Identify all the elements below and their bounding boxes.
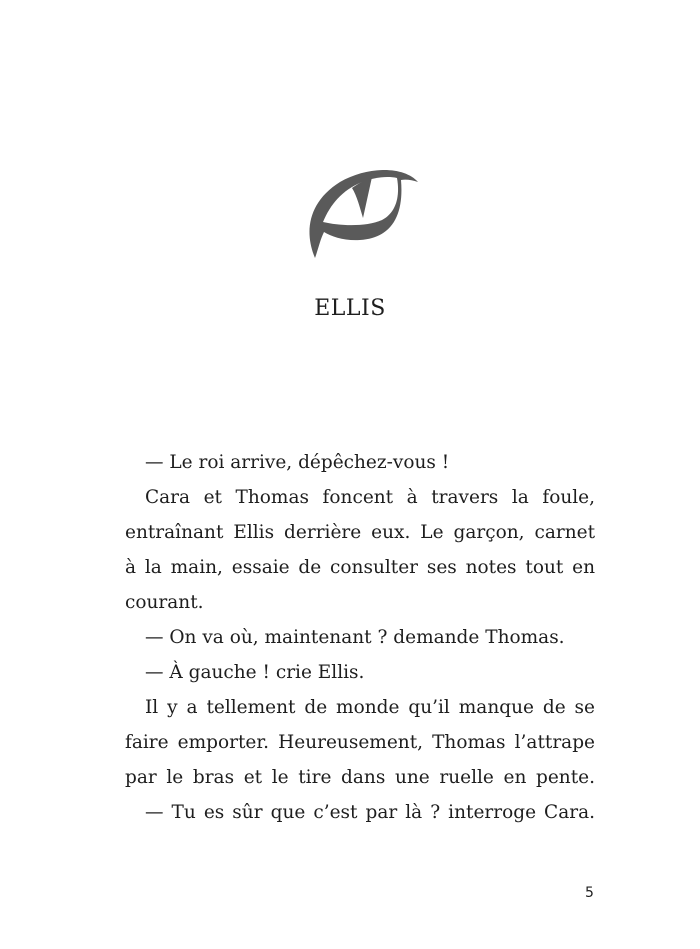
text-line: — On va où, maintenant ? demande Thomas. (145, 627, 565, 648)
text-line: — Tu es sûr que c’est par là ? interroge Cara. (145, 802, 595, 823)
text-line: à la main, essaie de consulter ses notes tout en (125, 557, 595, 578)
text-line: courant. (125, 592, 204, 613)
cat-eye-icon (300, 160, 430, 270)
chapter-body (125, 448, 595, 833)
text-line: entraînant Ellis derrière eux. Le garçon, carnet (125, 522, 595, 543)
text-line: Il y a tellement de monde qu’il manque de se (145, 697, 595, 718)
text-line: faire emporter. Heureusement, Thomas l’attrape (125, 732, 595, 753)
text-line: — À gauche ! crie Ellis. (145, 662, 365, 683)
chapter-title: ELLIS (314, 296, 386, 321)
text-line: par le bras et le tire dans une ruelle en pente. (125, 767, 595, 788)
text-line: Cara et Thomas foncent à travers la foule, (145, 487, 595, 508)
text-line: — Le roi arrive, dépêchez-vous ! (145, 452, 450, 473)
page-number: 5 (585, 885, 594, 901)
